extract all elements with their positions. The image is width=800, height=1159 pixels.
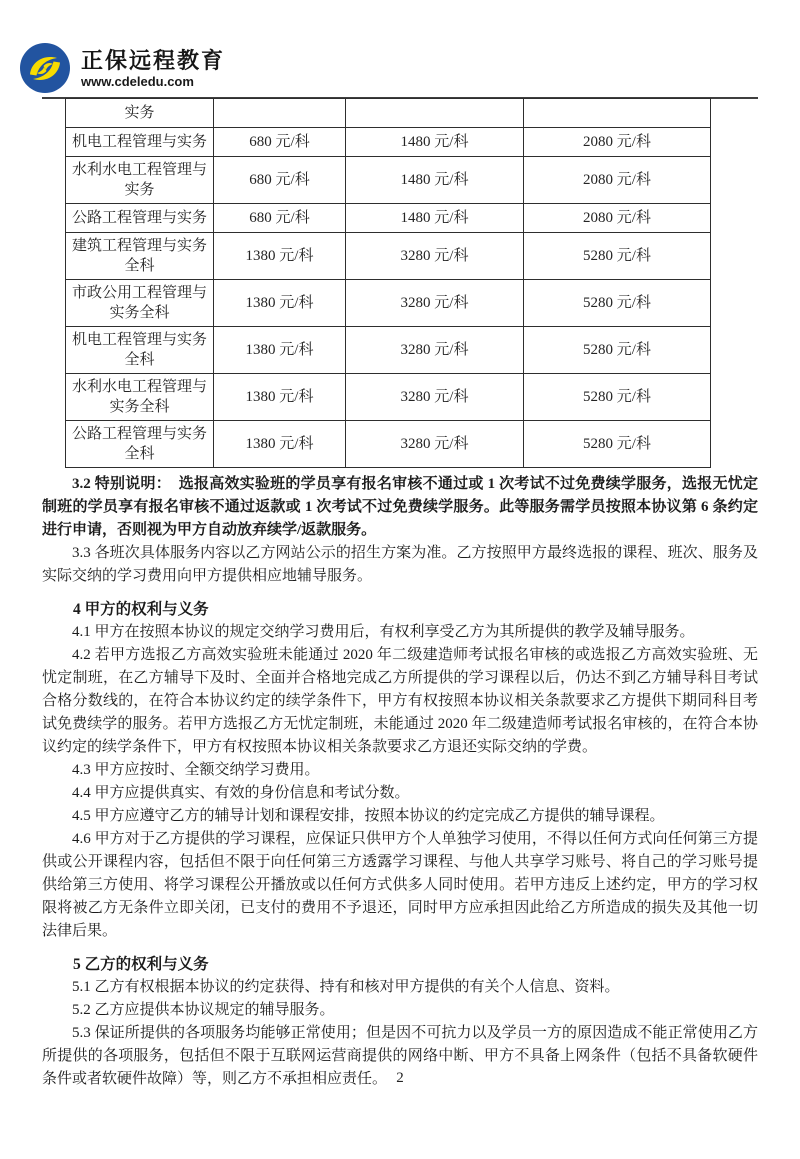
course-cell: 市政公用工程管理与实务全科 (66, 280, 214, 327)
price-cell: 5280 元/科 (524, 421, 711, 468)
price-cell: 3280 元/科 (346, 280, 524, 327)
table-row (66, 327, 711, 374)
course-cell: 公路工程管理与实务 (66, 204, 214, 233)
clause-4-2: 4.2 若甲方选报乙方高效实验班未能通过 2020 年二级建造师考试报名审核的或选报乙方高效实验班、无忧定制班，在乙方辅导下及时、全面并合格地完成乙方所提供的学习课程以后，仍达不到乙方辅导科目考试合格分数线的，在符合本协议约定的续学条件下，甲方有权按照本协议相关条款要求乙方提供下期同科目考试免费续学的服务。若甲方选报乙方无忧定制班，未能通过 2020 年二级建造师考试报名审核的，在符合本协议约定的续学条件下，甲方有权按照本协议相关条款要求乙方退还实际交纳的学费。 (42, 647, 758, 755)
course-cell: 水利水电工程管理与实务全科 (66, 374, 214, 421)
brand-text-block (81, 48, 225, 89)
price-cell: 1380 元/科 (214, 421, 346, 468)
clause-5-3: 5.3 保证所提供的各项服务均能够正常使用；但是因不可抗力以及学员一方的原因造成不能正常使用乙方所提供的各项服务，包括但不限于互联网运营商提供的网络中断、甲方不具备上网条件（包括不具备软硬件条件或者软硬件故障）等，则乙方不承担相应责任。 (42, 1025, 758, 1087)
price-cell: 1480 元/科 (346, 128, 524, 157)
price-cell: 1480 元/科 (346, 157, 524, 204)
price-cell: 1380 元/科 (214, 233, 346, 280)
price-cell: 2080 元/科 (524, 157, 711, 204)
price-cell: 2080 元/科 (524, 204, 711, 233)
clause-3-2: 3.2 特别说明： 选报高效实验班的学员享有报名审核不通过或 1 次考试不过免费续学服务，选报无忧定制班的学员享有报名审核不通过返款或 1 次考试不过免费续学服务。此等服务需学员按照本协议第 6 条约定进行申请，否则视为甲方自动放弃续学/返款服务。 (42, 476, 758, 538)
price-cell: 3280 元/科 (346, 327, 524, 374)
price-cell: 1380 元/科 (214, 374, 346, 421)
page-number: 2 (396, 1070, 404, 1086)
price-cell: 1380 元/科 (214, 280, 346, 327)
table-row (66, 204, 711, 233)
clause-4-1: 4.1 甲方在按照本协议的规定交纳学习费用后，有权利享受乙方为其所提供的教学及辅导服务。 (72, 624, 695, 640)
table-row (66, 280, 711, 327)
price-cell: 680 元/科 (214, 204, 346, 233)
price-cell (214, 99, 346, 128)
contract-body (0, 473, 800, 1091)
price-cell: 3280 元/科 (346, 233, 524, 280)
price-cell: 5280 元/科 (524, 280, 711, 327)
price-cell (346, 99, 524, 128)
price-cell (524, 99, 711, 128)
course-cell: 机电工程管理与实务 (66, 128, 214, 157)
table-row (66, 128, 711, 157)
table-row (66, 233, 711, 280)
price-cell: 3280 元/科 (346, 421, 524, 468)
price-cell: 2080 元/科 (524, 128, 711, 157)
course-cell: 机电工程管理与实务全科 (66, 327, 214, 374)
price-cell: 680 元/科 (214, 157, 346, 204)
brand-name: 正保远程教育 (81, 47, 226, 73)
price-cell: 1380 元/科 (214, 327, 346, 374)
course-cell: 实务 (66, 99, 214, 128)
course-cell: 建筑工程管理与实务全科 (66, 233, 214, 280)
section-heading-4: 4 甲方的权利与义务 (73, 601, 209, 618)
clause-3-3: 3.3 各班次具体服务内容以乙方网站公示的招生方案为准。乙方按照甲方最终选报的课程、班次、服务及实际交纳的学习费用向甲方提供相应地辅导服务。 (42, 545, 758, 584)
price-table (65, 98, 711, 468)
brand-website: www.cdeledu.com (81, 73, 194, 89)
table-row (66, 157, 711, 204)
brand-logo-icon (20, 43, 70, 93)
table-row (66, 374, 711, 421)
clause-4-3: 4.3 甲方应按时、全额交纳学习费用。 (72, 762, 320, 778)
price-cell: 5280 元/科 (524, 233, 711, 280)
price-cell: 680 元/科 (214, 128, 346, 157)
clause-5-1: 5.1 乙方有权根据本协议的约定获得、持有和核对甲方提供的有关个人信息、资料。 (72, 979, 620, 995)
course-cell: 水利水电工程管理与实务 (66, 157, 214, 204)
price-cell: 3280 元/科 (346, 374, 524, 421)
course-cell: 公路工程管理与实务全科 (66, 421, 214, 468)
price-cell: 5280 元/科 (524, 327, 711, 374)
clause-4-6: 4.6 甲方对于乙方提供的学习课程，应保证只供甲方个人单独学习使用，不得以任何方式向任何第三方提供或公开课程内容，包括但不限于向任何第三方透露学习课程、与他人共享学习账号、将自己的学习账号提供给第三方使用、将学习课程公开播放或以任何方式供多人同时使用。若甲方违反上述约定，甲方的学习权限将被乙方无条件立即关闭，已支付的费用不予退还，同时甲方应承担因此给乙方所造成的损失及其他一切法律后果。 (42, 831, 758, 939)
table-row (66, 99, 711, 128)
clause-4-5: 4.5 甲方应遵守乙方的辅导计划和课程安排，按照本协议的约定完成乙方提供的辅导课程。 (72, 808, 665, 824)
price-cell: 1480 元/科 (346, 204, 524, 233)
document-header (0, 0, 800, 94)
price-cell: 5280 元/科 (524, 374, 711, 421)
section-heading-5: 5 乙方的权利与义务 (73, 956, 209, 973)
clause-4-4: 4.4 甲方应提供真实、有效的身份信息和考试分数。 (72, 785, 410, 801)
clause-5-2: 5.2 乙方应提供本协议规定的辅导服务。 (72, 1002, 335, 1018)
table-row (66, 421, 711, 468)
